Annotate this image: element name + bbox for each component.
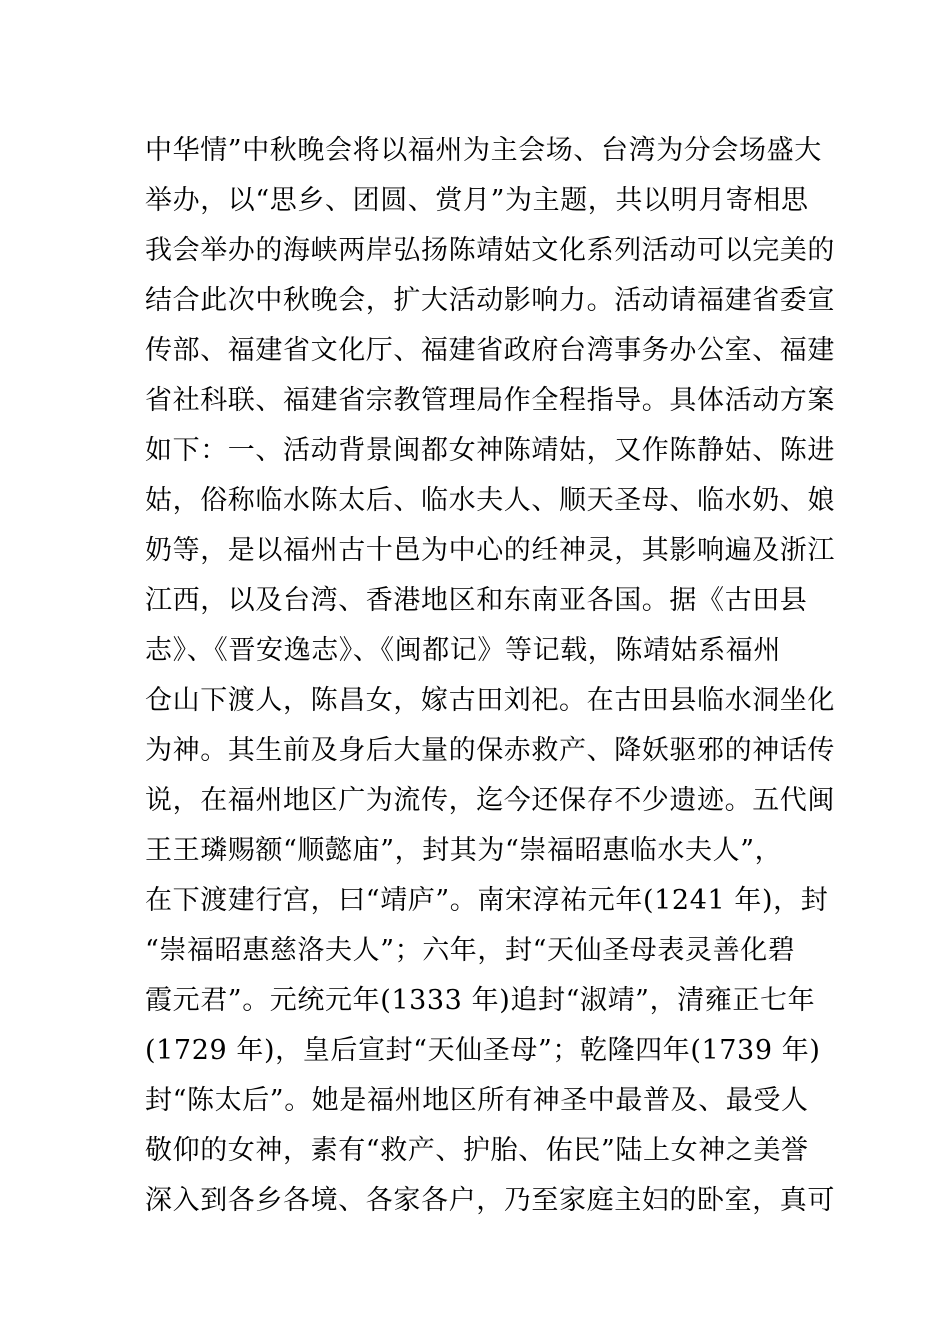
- body-text: [145, 126, 835, 1226]
- text-line-17: “崇福昭惠慈洛夫人”；六年，封“天仙圣母表灵善化碧: [145, 935, 796, 966]
- text-line-18: 霞元君”。元统元年(1333 年)追封“淑靖”，清雍正七年: [145, 985, 816, 1016]
- text-line-4: 结合此次中秋晚会，扩大活动影响力。活动请福建省委宣: [145, 285, 835, 316]
- text-line-6: 省社科联、福建省宗教管理局作全程指导。具体活动方案: [145, 385, 835, 416]
- text-line-9: 奶等，是以福州古十邑为中心的纴神灵，其影响遍及浙江: [145, 535, 835, 566]
- text-line-1: 中华情”中秋晚会将以福州为主会场、台湾为分会场盛大: [145, 135, 822, 166]
- text-line-10: 江西，以及台湾、香港地区和东南亚各国。据《古田县: [145, 585, 808, 616]
- text-line-5: 传部、福建省文化厅、福建省政府台湾事务办公室、福建: [145, 335, 835, 366]
- text-line-13: 为神。其生前及身后大量的保赤救产、降妖驱邪的神话传: [145, 735, 835, 766]
- text-line-11: 志》、《晋安逸志》、《闽都记》等记载，陈靖姑系福州: [145, 635, 781, 666]
- text-line-7: 如下：一、活动背景闽都女神陈靖姑，又作陈静姑、陈进: [145, 435, 835, 466]
- text-line-3: 我会举办的海峡两岸弘扬陈靖姑文化系列活动可以完美的: [145, 235, 835, 266]
- text-line-8: 姑，俗称临水陈太后、临水夫人、顺天圣母、临水奶、娘: [145, 485, 835, 516]
- text-line-19: (1729 年)，皇后宣封“天仙圣母”；乾隆四年(1739 年): [145, 1035, 821, 1066]
- text-line-15: 王王璘赐额“顺懿庙”，封其为“崇福昭惠临水夫人”，: [145, 835, 783, 866]
- text-line-22: 深入到各乡各境、各家各户，乃至家庭主妇的卧室，真可: [145, 1185, 835, 1216]
- text-line-16: 在下渡建行宫，曰“靖庐”。南宋淳祐元年(1241 年)，封: [145, 885, 829, 916]
- text-line-12: 仓山下渡人，陈昌女，嫁古田刘祀。在古田县临水洞坐化: [145, 685, 835, 716]
- text-line-21: 敬仰的女神，素有“救产、护胎、佑民”陆上女神之美誉: [145, 1135, 809, 1166]
- text-line-2: 举办，以“思乡、团圆、赏月”为主题，共以明月寄相思: [145, 185, 809, 216]
- text-line-14: 说，在福州地区广为流传，迄今还保存不少遗迹。五代闽: [145, 785, 835, 816]
- text-line-20: 封“陈太后”。她是福州地区所有神圣中最普及、最受人: [145, 1085, 809, 1116]
